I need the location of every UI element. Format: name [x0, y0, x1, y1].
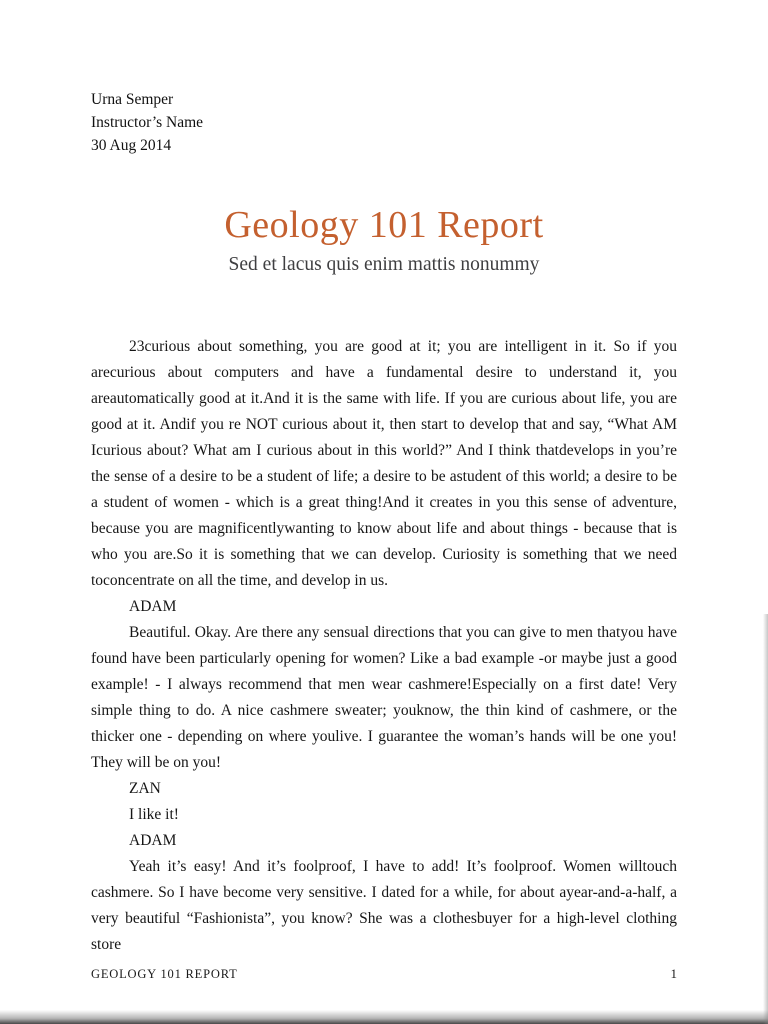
speaker-label: ADAM: [129, 832, 177, 849]
body-paragraph: Beautiful. Okay. Are there any sensual directions that you can give to men thatyou have found have been particularly opening for women? Like a bad example -or maybe just a good example! - I always recommend that men wear cashmere!Especially on a first date! Very simple thing to do. A nice cashmere sweater; youknow, the thin kind of cashmere, or the thicker one - depending on where youlive. I guarantee the woman’s hands will be one you! They will be on you!: [91, 624, 677, 771]
author-name: Urna Semper: [91, 91, 174, 108]
document-body: [91, 334, 677, 958]
speaker-label: ZAN: [129, 780, 161, 797]
page-bottom-shadow: [0, 1010, 768, 1024]
footer-running-title: GEOLOGY 101 REPORT: [91, 967, 238, 981]
speaker-label: ADAM: [129, 598, 177, 615]
body-paragraph: 23curious about something, you are good at it; you are intelligent in it. So if you arecurious about computers and have a fundamental desire to understand it, you areautomatically good at it.And it is the same with life. If you are curious about life, you are good at it. Andif you re NOT curious about it, then start to develop that and say, “What AM Icurious about? What am I curious about in this world?” And I think thatdevelops in you’re the sense of a desire to be a student of life; a desire to be astudent of this world; a desire to be a student of women - which is a great thing!And it creates in you this sense of adventure, because you are magnificentlywanting to know about life and about things - because that is who you are.So it is something that we can develop. Curiosity is something that we need toconcentrate on all the time, and develop in us.: [91, 338, 677, 589]
page-right-shadow: [763, 614, 768, 1024]
footer-page-number: 1: [670, 966, 677, 981]
title-block: [91, 203, 677, 278]
report-subtitle: Sed et lacus quis enim mattis nonummy: [228, 254, 540, 275]
document-footer: [91, 966, 677, 982]
document-header-block: [91, 88, 677, 157]
report-title: Geology 101 Report: [224, 204, 544, 246]
body-paragraph: Yeah it’s easy! And it’s foolproof, I have to add! It’s foolproof. Women willtouch cashmere. So I have become very sensitive. I dated for a while, for about ayear-and-a-half, a very beautiful “Fashionista”, you know? She was a clothesbuyer for a high-level clothing store: [91, 858, 677, 953]
document-date: 30 Aug 2014: [91, 137, 172, 154]
dialogue-line: I like it!: [129, 806, 179, 823]
instructor-name: Instructor’s Name: [91, 114, 204, 131]
